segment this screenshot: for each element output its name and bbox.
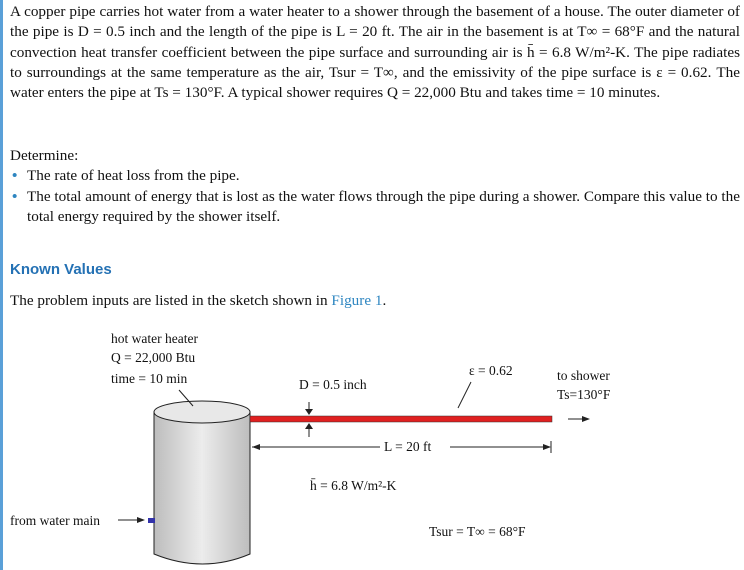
diameter-arrowhead-top — [305, 409, 313, 415]
shower-energy-value: Q = 22,000 Btu — [386, 84, 482, 102]
bullet-icon: • — [12, 167, 18, 184]
known-values-intro — [10, 292, 386, 310]
emissivity-value: ε = 0.62 — [656, 63, 708, 81]
problem-text-4: and the natural convection heat transfer coefficient between the pipe surface and surrounding air is — [10, 23, 740, 61]
shower-time-value: time = 10 minutes — [546, 84, 657, 102]
left-accent-bar — [0, 0, 3, 570]
bullet-icon: • — [12, 188, 18, 205]
list-item-text: The total amount of energy that is lost as the water flows through the pipe during a shower. Compare this value to the total energy required by the shower itself. — [27, 188, 740, 225]
water-heater-tank — [154, 412, 250, 564]
surroundings-temp-value: Tsur = T∞ — [328, 63, 394, 81]
heater-label: hot water heater — [111, 331, 198, 346]
emissivity-label: ε = 0.62 — [469, 363, 513, 378]
water-main-label: from water main — [10, 513, 100, 528]
intro-suffix: . — [382, 292, 387, 309]
main-arrowhead — [137, 517, 145, 523]
known-values-heading: Known Values — [10, 261, 112, 278]
copper-pipe — [250, 416, 552, 422]
water-temp-label: Ts=130°F — [557, 387, 611, 402]
problem-text-9: and takes — [481, 84, 547, 102]
list-item — [10, 166, 740, 186]
htc-value: h̄ = 6.8 W/m²-K — [526, 43, 627, 61]
problem-text-10: . — [656, 84, 661, 102]
htc-label: h̄ = 6.8 W/m²-K — [310, 478, 397, 493]
determine-heading: Determine: — [10, 147, 79, 164]
inlet-pipe — [148, 518, 155, 523]
problem-statement — [10, 2, 740, 103]
water-temp-value: Ts = 130°F — [154, 84, 221, 102]
problem-text-6: , and the emissivity of the pipe surface is — [393, 63, 657, 81]
length-label: L = 20 ft — [384, 439, 432, 454]
emissivity-leader-line — [458, 382, 471, 408]
list-item-text: The rate of heat loss from the pipe. — [27, 167, 240, 184]
problem-text-7: . The water enters the pipe at — [10, 63, 740, 102]
problem-text-5: . The pipe radiates to surroundings at the same temperature as the air, — [10, 43, 740, 81]
length-arrowhead-left — [252, 444, 260, 450]
diameter-value: D = 0.5 inch — [77, 23, 156, 41]
figure-1-sketch — [10, 320, 744, 570]
water-heater-top — [154, 401, 250, 423]
problem-text-2: and the length of the pipe is — [155, 23, 337, 41]
figure-1-link[interactable]: Figure 1 — [331, 292, 383, 309]
length-value: L = 20 ft — [336, 23, 391, 41]
length-arrowhead-right — [543, 444, 551, 450]
air-temp-value: T∞ = 68°F — [577, 23, 645, 41]
heater-time-label: time = 10 min — [111, 371, 188, 386]
intro-text: The problem inputs are listed in the sketch shown in — [10, 292, 332, 309]
problem-text-3: . The air in the basement is at — [390, 23, 578, 41]
list-item — [10, 187, 740, 227]
problem-text-8: . A typical shower requires — [220, 84, 387, 102]
shower-label: to shower — [557, 368, 610, 383]
diameter-label: D = 0.5 inch — [299, 377, 367, 392]
diameter-arrowhead-bottom — [305, 423, 313, 429]
surroundings-temp-label: Tsur = T∞ = 68°F — [429, 524, 526, 539]
shower-arrowhead — [582, 416, 590, 422]
heater-energy-label: Q = 22,000 Btu — [111, 350, 196, 365]
problem-text-1: A copper pipe carries hot water from a water heater to a shower through the basement of a house. The outer diameter of the pipe is — [10, 3, 740, 41]
